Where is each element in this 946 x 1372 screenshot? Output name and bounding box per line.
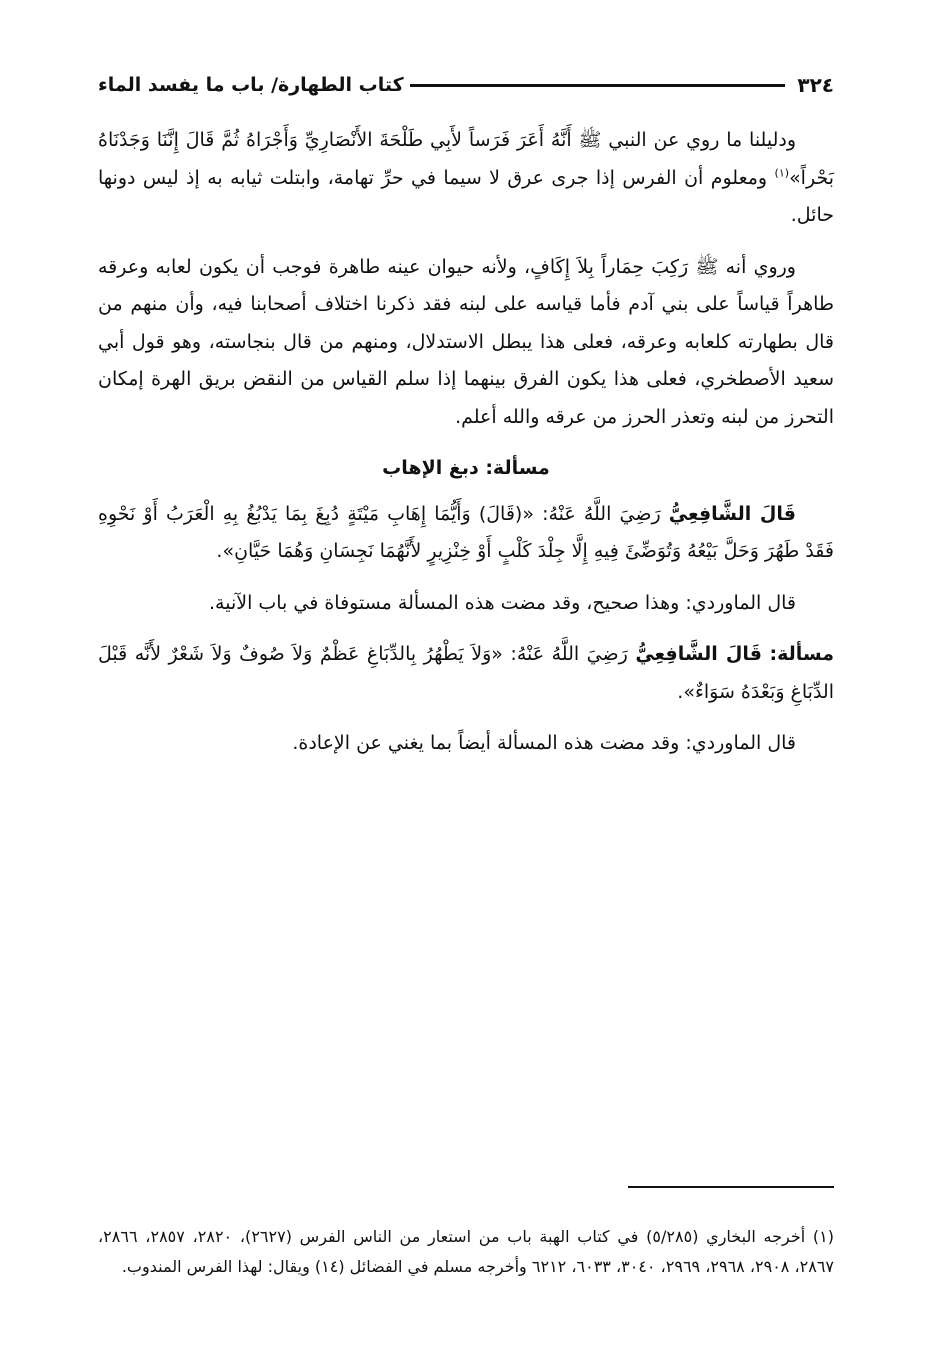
paragraph-6: قال الماوردي: وقد مضت هذه المسألة أيضاً بما يغني عن الإعادة.	[292, 732, 796, 754]
paragraph-3	[98, 496, 834, 571]
paragraph-3-text: رَضِيَ اللَّهُ عَنْهُ: «(قَالَ) وَأَيُّمَا إِهَابِ مَيْتَةٍ دُبِغَ بِمَا يَدْبُغُ بِهِ الْعَرَبُ أَوْ نَحْوِهِ فَقَدْ طَهُرَ وَحَلَّ بَيْعُهُ وَتُوَضِّئَ فِيهِ إِلَّا جِلْدَ كَلْبٍ أَوْ خِنْزِيرٍ لأَنَّهُمَا نَجِسَانِ وَهُمَا حَيَّانِ».	[98, 502, 834, 562]
main-text	[98, 122, 834, 777]
running-title: كتاب الطهارة/ باب ما يفسد الماء	[98, 74, 404, 96]
footnotes	[98, 1222, 834, 1282]
footnote-reference: (١)	[774, 166, 790, 180]
paragraph-4: قال الماوردي: وهذا صحيح، وقد مضت هذه المسألة مستوفاة في باب الآنية.	[208, 591, 796, 614]
paragraph-5-lead: مسألة:	[769, 643, 834, 665]
paragraph-1	[98, 122, 834, 235]
footnote-1: (١) أخرجه البخاري (٥/٢٨٥) في كتاب الهبة باب من استعار من الناس الفرس (٢٦٢٧)، ٢٨٢٠، ٢٨٥٧، ٢٨٦٦، ٢٨٦٧، ٢٩٠٨، ٢٩٦٨، ٢٩٦٩، ٣٠٤٠، ٦٠٣٣، ٦٢١٢ وأخرجه مسلم في الفضائل (١٤) ويقال: لهذا الفرس المندوب.	[98, 1227, 835, 1276]
paragraph-1-text-a: ودليلنا ما روي عن النبي ﷺ أَنَّهُ أَعَرَ فَرَساً لأَبِي طَلْحَةَ الأَنْصَارِيِّ وَأَجْرَاهُ ثُمَّ قَالَ إِنَّنَا وَجَدْنَاهُ بَحْراً»	[98, 129, 835, 189]
section-heading: مسألة: دبغ الإهاب	[382, 457, 550, 479]
paragraph-3-speaker: قَالَ الشَّافِعِيُّ	[668, 502, 796, 525]
paragraph-2: وروي أنه ﷺ رَكِبَ حِمَاراً بِلاَ إِكَافٍ، ولأنه حيوان عينه طاهرة فوجب أن يكون لعابه وعرقه طاهراً قياساً على بني آدم فأما قياسه على لبنه فقد ذكرنا اختلاف أصحابنا فيه، وأن منهم من قال بطهارته كلعابه وعرقه، فعلى هذا يبطل الاستدلال، ومنهم من قال بنجاسته، وهو قول أبي سعيد الأصطخري، فعلى هذا يكون الفرق بينهما إذا سلم القياس من النقض بريق الهرة إمكان التحرز من لبنه وتعذر الحرز من عرقه والله أعلم.	[98, 255, 834, 428]
page-header	[98, 70, 834, 100]
footnote-rule	[628, 1186, 834, 1188]
page-number: ٣٢٤	[797, 73, 834, 97]
paragraph-5	[98, 636, 834, 711]
header-rule	[410, 84, 786, 87]
paragraph-5-speaker: قَالَ الشَّافِعِيُّ	[635, 643, 762, 665]
paragraph-5-text: رَضِيَ اللَّهُ عَنْهُ: «وَلاَ يَطْهُرُ بِالدِّبَاغِ عَظْمٌ وَلاَ صُوفٌ وَلاَ شَعْرٌ لأَنَّه قَبْلَ الدِّبَاغِ وَبَعْدَهُ سَوَاءٌ».	[98, 643, 834, 703]
paragraph-1-text-b: ومعلوم أن الفرس إذا جرى عرق لا سيما في حرِّ تهامة، وابتلت ثيابه به إذ ليس دونها حائل.	[98, 166, 834, 226]
